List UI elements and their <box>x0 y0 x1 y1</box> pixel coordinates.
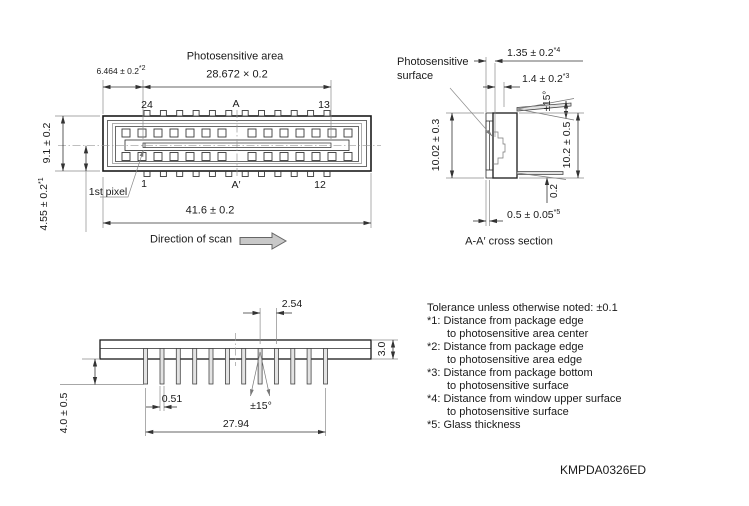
first-pixel-label: 1st pixel <box>88 185 128 198</box>
center-offset-dim: $4.55 \pm 0.2^{*1}$ <box>37 177 50 231</box>
note-2-line1: *2: Distance from package edge <box>427 341 584 353</box>
pin-number-13: 13 <box>318 98 330 111</box>
outer-height-dim: 10.2 ± 0.5 <box>560 121 573 169</box>
note-3-line1: *3: Distance from package bottom <box>427 367 593 379</box>
note-1-line1: *1: Distance from package edge <box>427 315 584 327</box>
scan-direction-label: Direction of scan <box>150 233 232 246</box>
tolerance-note: Tolerance unless otherwise noted: ±0.1 <box>427 302 618 314</box>
note-4-line2: to photosensitive surface <box>447 406 569 418</box>
surface-label-line2: surface <box>397 70 434 82</box>
top-view-drawing <box>55 80 381 249</box>
pin-offset-dim: 0.2 <box>549 184 560 198</box>
note-4-line1: *4: Distance from window upper surface <box>427 393 622 405</box>
pin-width-dim: 0.51 <box>161 392 183 405</box>
scan-direction-arrow <box>240 233 286 249</box>
pin-length-dim: 4.0 ± 0.5 <box>57 392 70 434</box>
pin-pitch-dim: 2.54 <box>281 297 303 310</box>
edge-offset-dim: $6.464 \pm 0.2^{*2}$ <box>96 64 146 76</box>
package-bottom-dim: $1.4 \pm 0.2^{*3}$ <box>522 73 570 85</box>
inner-height-dim: 10.02 ± 0.3 <box>429 118 442 172</box>
pin-angle-dim: ±15° <box>250 399 272 412</box>
document-number: KMPDA0326ED <box>560 463 647 477</box>
note-2-line2: to photosensitive area edge <box>447 354 583 366</box>
photosensitive-area-label: Photosensitive area <box>186 50 284 63</box>
photosensitive-area-dim: 28.672 × 0.2 <box>206 68 268 81</box>
package-width-dim: 41.6 ± 0.2 <box>185 204 235 217</box>
package-height-dim: 9.1 ± 0.2 <box>40 122 53 164</box>
cross-section-caption: A-A′ cross section <box>465 235 553 248</box>
section-marker-a-prime: A′ <box>231 178 241 191</box>
lead-angle-dim: ±15° <box>542 90 553 112</box>
note-5-line1: *5: Glass thickness <box>427 419 521 431</box>
glass-thickness-dim: $0.5 \pm 0.05^{*5}$ <box>507 209 561 221</box>
note-3-line2: to photosensitive surface <box>447 380 569 392</box>
pin-span-dim: 27.94 <box>222 417 250 430</box>
note-1-line2: to photosensitive area center <box>447 328 589 340</box>
body-thickness-dim: 3.0 <box>375 341 388 357</box>
pin-number-12: 12 <box>314 178 326 191</box>
surface-label-line1: Photosensitive <box>397 56 469 68</box>
section-marker-a: A <box>232 97 240 110</box>
notes-block <box>427 302 621 432</box>
pin-number-24: 24 <box>141 98 153 111</box>
pin-number-1: 1 <box>141 177 147 190</box>
window-surface-dim: $1.35 \pm 0.2^{*4}$ <box>507 47 561 59</box>
